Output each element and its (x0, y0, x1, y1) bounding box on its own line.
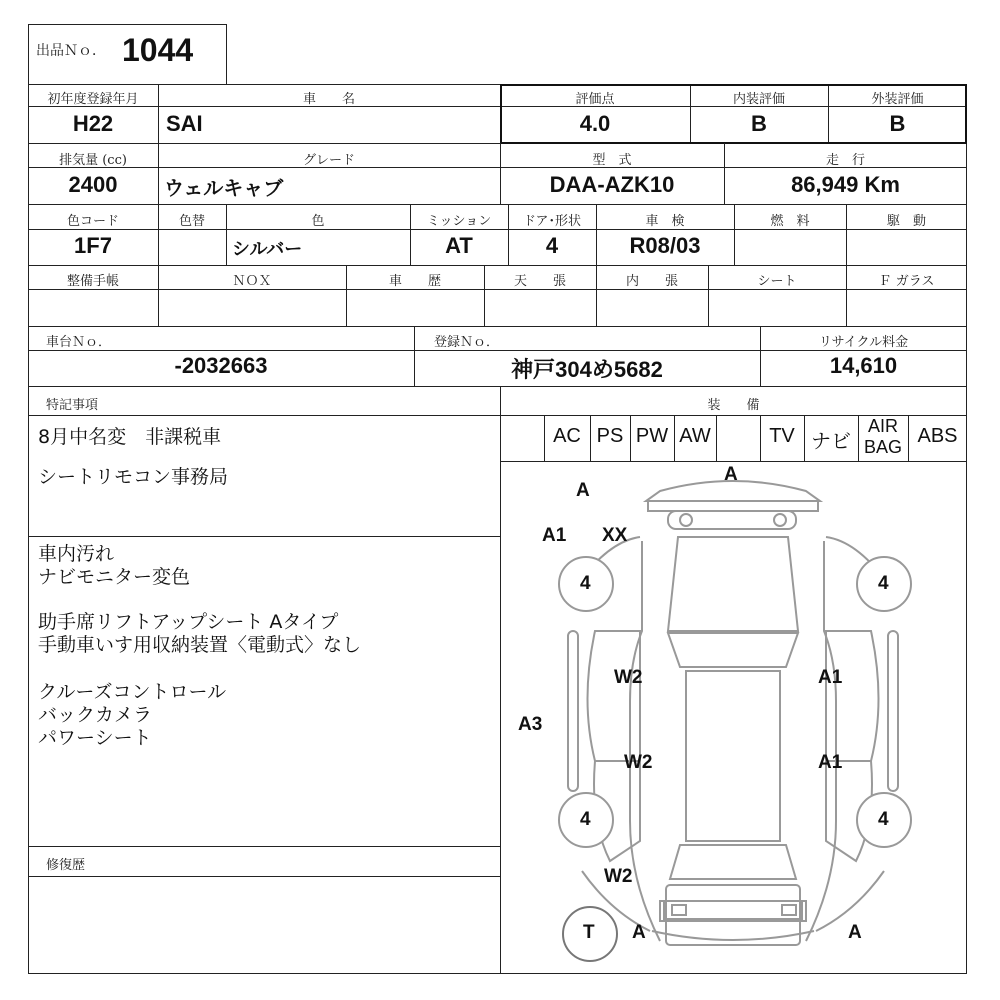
drive-label: 駆 動 (886, 214, 926, 229)
car-diagram (500, 461, 967, 974)
equip-ps: PS (596, 425, 624, 447)
exterior-label: 外装評価 (871, 92, 924, 107)
damage-rear-right: A (848, 922, 862, 943)
damage-left-side: A3 (518, 714, 543, 735)
color-label: 色 (311, 214, 325, 229)
equipment-label: 装 備 (707, 398, 760, 413)
score-label: 評価点 (575, 92, 615, 107)
recycle-value: 14,610 (829, 353, 898, 378)
damage-left-rear-quarter: W2 (604, 866, 633, 887)
chassis-label: 車台Ｎｏ． (46, 335, 112, 350)
chassis-value: -2032663 (174, 353, 268, 378)
doors-value: 4 (545, 233, 559, 258)
model-label: 型 式 (592, 153, 632, 168)
recycle-label: リサイクル料金 (818, 335, 909, 350)
displacement-label: 排気量 (cc) (59, 153, 127, 168)
notes-item: パワーシート (38, 727, 152, 749)
equip-ac: AC (553, 425, 581, 447)
mileage-label: 走 行 (825, 153, 865, 168)
equip-tv: TV (769, 425, 795, 447)
interior-trim-label: 内 張 (625, 274, 678, 289)
doors-label: ドア･形状 (522, 214, 582, 229)
year-label: 初年度登録年月 (47, 92, 139, 107)
lot-label: 出品Ｎｏ． (36, 43, 106, 59)
mission-label: ミッション (426, 214, 492, 229)
interior-value: B (751, 111, 767, 136)
notes-item: クルーズコントロール (38, 681, 227, 703)
damage-left-fender: A1 (542, 525, 567, 546)
exterior-value: B (889, 111, 906, 136)
equip-pw: PW (635, 425, 669, 447)
notes-item: ナビモニター変色 (38, 566, 191, 588)
equip-airbag-bottom: BAG (863, 437, 902, 457)
record-label: 整備手帳 (66, 274, 119, 289)
notes-label: 特記事項 (46, 398, 99, 413)
equip-airbag-top: AIR (867, 416, 898, 436)
fuel-label: 燃 料 (770, 214, 810, 229)
damage-right-front-door: A1 (818, 667, 843, 688)
inspection-label: 車 検 (645, 214, 685, 229)
color-value: シルバー (232, 239, 303, 259)
registration-value: 神戸304め5682 (511, 357, 663, 382)
damage-rear-left: A (632, 922, 646, 943)
grade-value: ウェルキャブ (164, 178, 284, 200)
damage-rear-right-wheel: 4 (878, 809, 889, 830)
damage-front-left-wheel: 4 (580, 573, 591, 594)
repair-label: 修復歴 (46, 858, 86, 873)
color-code-value: 1F7 (74, 233, 112, 258)
notes-item: 車内汚れ (38, 543, 115, 565)
equip-abs: ABS (917, 425, 958, 447)
damage-left-rear-door: W2 (624, 752, 653, 773)
seat-label: シート (757, 274, 797, 289)
equip-navi: ナビ (811, 431, 851, 453)
glass-label: Ｆ ガラス (878, 274, 935, 289)
notes-line-2: シートリモコン事務局 (38, 466, 229, 488)
damage-right-rear-door: A1 (818, 752, 843, 773)
name-value: SAI (166, 111, 203, 136)
notes-item: 手動車いす用収納装置〈電動式〉なし (38, 634, 362, 656)
damage-hood-front: A (576, 480, 590, 501)
damage-left-front-door: W2 (614, 667, 643, 688)
equip-aw: AW (679, 425, 711, 447)
inspection-value: R08/03 (629, 233, 701, 258)
mileage-value: 86,949 Km (791, 172, 900, 197)
lot-number: 1044 (122, 32, 194, 68)
history-label: 車 歴 (388, 274, 441, 289)
damage-rear-left-wheel: 4 (580, 809, 591, 830)
registration-label: 登録Ｎｏ． (434, 335, 500, 350)
notes-item: バックカメラ (38, 704, 153, 726)
repaint-label: 色替 (178, 214, 205, 229)
damage-spare-tire: T (583, 922, 595, 943)
color-code-label: 色コード (66, 214, 119, 229)
notes-line-1: 8月中名変 非課税車 (38, 426, 222, 448)
grade-label: グレード (302, 153, 355, 168)
damage-front-right-wheel: 4 (878, 573, 889, 594)
notes-item: 助手席リフトアップシート Aタイプ (38, 611, 339, 633)
name-label: 車 名 (302, 92, 355, 107)
damage-left-fender-x: XX (602, 525, 628, 546)
mission-value: AT (445, 233, 473, 258)
year-value: H22 (72, 111, 114, 136)
displacement-value: 2400 (68, 172, 118, 197)
roof-label: 天 張 (513, 274, 566, 289)
model-value: DAA-AZK10 (549, 172, 675, 197)
score-value: 4.0 (579, 111, 611, 136)
damage-front-bumper: A (724, 464, 738, 485)
interior-label: 内装評価 (732, 92, 785, 107)
nox-label: ＮＯＸ (232, 274, 272, 289)
